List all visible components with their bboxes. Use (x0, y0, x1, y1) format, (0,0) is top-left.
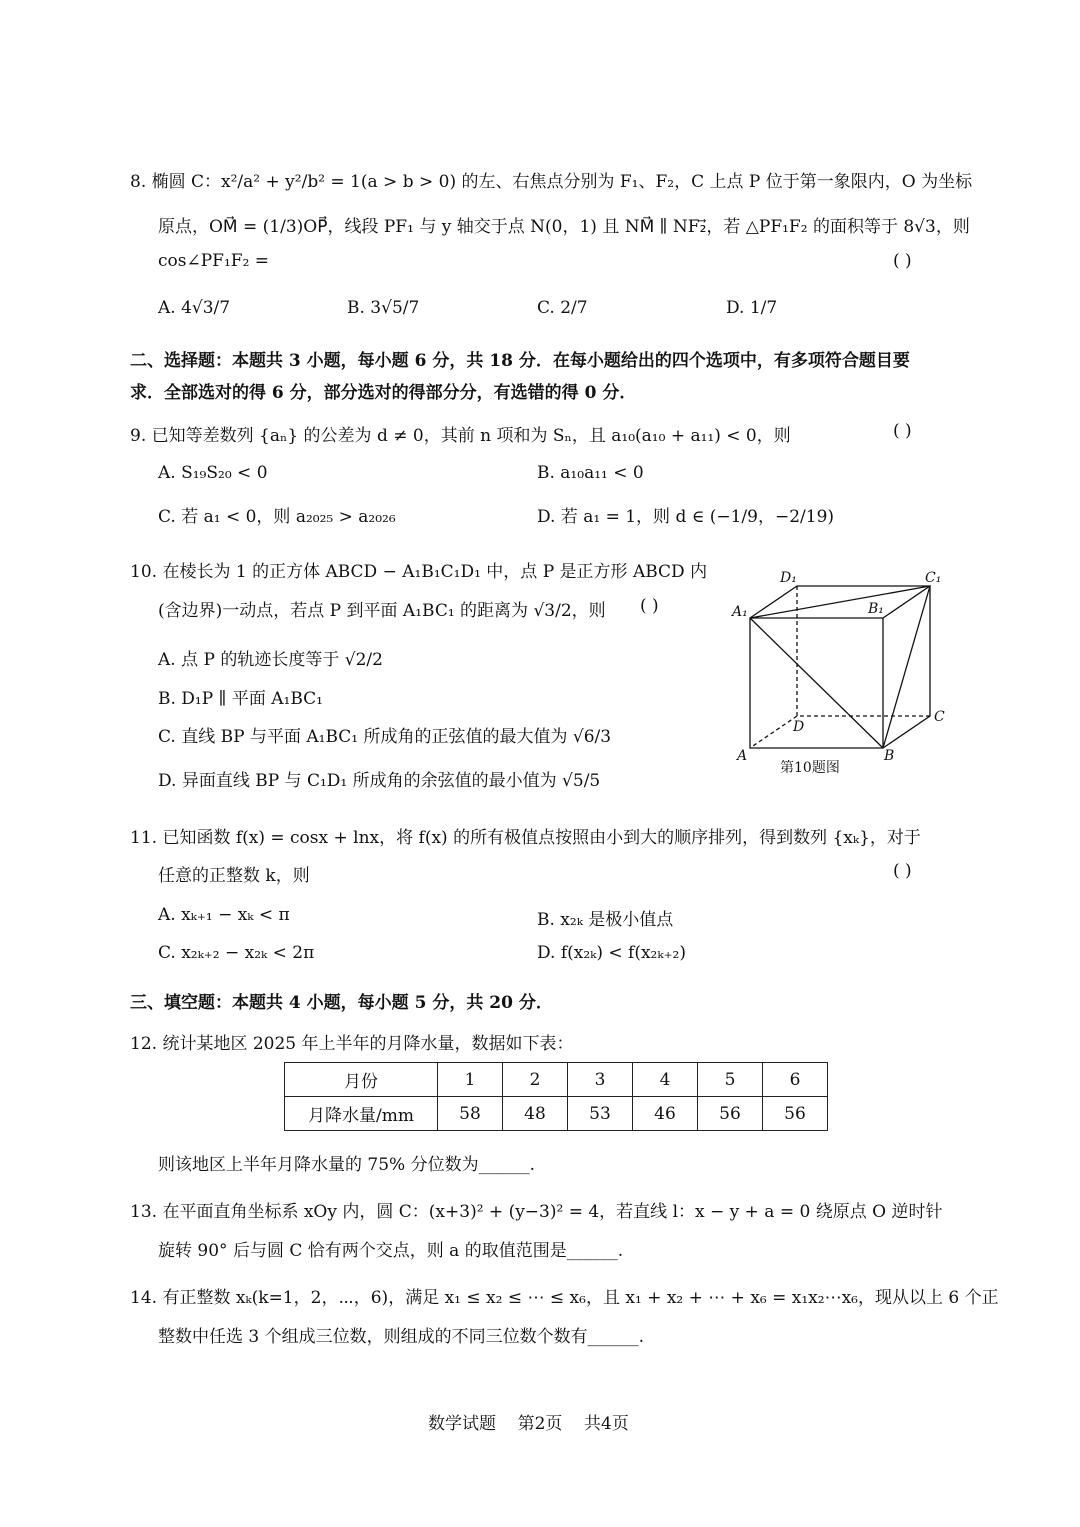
q10-option-b: B. D₁P ∥ 平面 A₁BC₁ (158, 689, 323, 709)
table-cell: 56 (698, 1097, 763, 1131)
section2-heading-2: 求．全部选对的得 6 分，部分选对的得部分分，有选错的得 0 分． (130, 383, 637, 403)
table-row (285, 1097, 828, 1131)
q8-line3: cos∠PF₁F₂ = (158, 251, 270, 271)
table-row (285, 1063, 828, 1097)
q9-option-c: C. 若 a₁ < 0，则 a₂₀₂₅ > a₂₀₂₆ (158, 507, 396, 527)
q8-option-d: D. 1/7 (726, 298, 778, 318)
table-header: 4 (633, 1063, 698, 1097)
q11-option-b: B. x₂ₖ 是极小值点 (537, 910, 674, 930)
table-header: 月份 (285, 1063, 438, 1097)
q11-answer-paren: ( ) (893, 861, 912, 881)
q14-line2: 整数中任选 3 个组成三位数，则组成的不同三位数个数有______. (158, 1327, 645, 1347)
q8-line1: 8. 椭圆 C：x²/a² + y²/b² = 1(a > b > 0) 的左、右焦点分别为 F₁、F₂，C 上点 P 位于第一象限内，O 为坐标 (130, 172, 973, 192)
label-c1: C₁ (925, 570, 942, 586)
table-header: 6 (763, 1063, 828, 1097)
q8-line2: 原点，OM⃗ = (1/3)OP⃗，线段 PF₁ 与 y 轴交于点 N(0，1) 且 NM⃗ ∥ NF₂⃗，若 △PF₁F₂ 的面积等于 8√3，则 (158, 217, 970, 237)
q10-option-d: D. 异面直线 BP 与 C₁D₁ 所成角的余弦值的最小值为 √5/5 (158, 771, 601, 791)
q11-option-a: A. xₖ₊₁ − xₖ < π (158, 905, 290, 925)
q11-option-d: D. f(x₂ₖ) < f(x₂ₖ₊₂) (537, 943, 686, 963)
q10-line1: 10. 在棱长为 1 的正方体 ABCD − A₁B₁C₁D₁ 中，点 P 是正方形 ABCD 内 (130, 562, 708, 582)
q13-line2: 旋转 90° 后与圆 C 恰有两个交点，则 a 的取值范围是______. (158, 1241, 624, 1261)
table-header: 3 (568, 1063, 633, 1097)
q9-line1: 9. 已知等差数列 {aₙ} 的公差为 d ≠ 0，其前 n 项和为 Sₙ，且 a₁₀(a₁₀ + a₁₁) < 0，则 (130, 426, 791, 446)
q8-answer-paren: ( ) (893, 251, 912, 271)
q9-option-b: B. a₁₀a₁₁ < 0 (537, 463, 644, 483)
q14-line1: 14. 有正整数 xₖ(k=1，2，⋯，6)，满足 x₁ ≤ x₂ ≤ ⋯ ≤ x₆，且 x₁ + x₂ + ⋯ + x₆ = x₁x₂⋯x₆，现从以上 6 个正 (130, 1288, 999, 1308)
q9-option-a: A. S₁₉S₂₀ < 0 (158, 463, 268, 483)
label-c: C (934, 709, 945, 725)
table-cell: 56 (763, 1097, 828, 1131)
q12-line2: 则该地区上半年月降水量的 75% 分位数为______. (158, 1155, 535, 1175)
label-b1: B₁ (868, 601, 884, 617)
q10-answer-paren: ( ) (640, 596, 659, 616)
page-footer: 数学试题 第2页 共4页 (428, 1414, 629, 1434)
table-header: 5 (698, 1063, 763, 1097)
q13-line1: 13. 在平面直角坐标系 xOy 内，圆 C：(x+3)² + (y−3)² = 4，若直线 l：x − y + a = 0 绕原点 O 逆时针 (130, 1202, 943, 1222)
table-cell: 46 (633, 1097, 698, 1131)
q9-option-d: D. 若 a₁ = 1，则 d ∈ (−1/9，−2/19) (537, 507, 835, 527)
q8-option-b: B. 3√5/7 (347, 298, 420, 318)
q12-line1: 12. 统计某地区 2025 年上半年的月降水量，数据如下表： (130, 1034, 574, 1054)
q11-line1: 11. 已知函数 f(x) = cosx + lnx，将 f(x) 的所有极值点按照由小到大的顺序排列，得到数列 {xₖ}，对于 (130, 828, 921, 848)
section2-heading: 二、选择题：本题共 3 小题，每小题 6 分，共 18 分．在每小题给出的四个选项中，有多项符合题目要 (130, 351, 910, 371)
label-a: A (737, 748, 748, 764)
table-cell: 53 (568, 1097, 633, 1131)
table-cell: 48 (503, 1097, 568, 1131)
q10-line2: (含边界)一动点，若点 P 到平面 A₁BC₁ 的距离为 √3/2，则 (158, 601, 606, 621)
table-header: 1 (438, 1063, 503, 1097)
q9-answer-paren: ( ) (893, 421, 912, 441)
q8-option-a: A. 4√3/7 (158, 298, 231, 318)
q11-line2: 任意的正整数 k，则 (158, 866, 310, 886)
section3-heading: 三、填空题：本题共 4 小题，每小题 5 分，共 20 分． (130, 993, 553, 1013)
figure-caption: 第10题图 (780, 760, 840, 776)
label-d1: D₁ (780, 570, 797, 586)
table-header: 2 (503, 1063, 568, 1097)
label-b: B (884, 748, 895, 764)
rainfall-table (284, 1062, 828, 1131)
cube-figure (730, 560, 960, 780)
q10-option-c: C. 直线 BP 与平面 A₁BC₁ 所成角的正弦值的最大值为 √6/3 (158, 727, 612, 747)
label-d: D (793, 719, 805, 735)
q10-option-a: A. 点 P 的轨迹长度等于 √2/2 (158, 650, 383, 670)
q11-option-c: C. x₂ₖ₊₂ − x₂ₖ < 2π (158, 943, 315, 963)
table-cell: 月降水量/mm (285, 1097, 438, 1131)
table-cell: 58 (438, 1097, 503, 1131)
label-a1: A₁ (732, 604, 748, 620)
q8-option-c: C. 2/7 (537, 298, 588, 318)
